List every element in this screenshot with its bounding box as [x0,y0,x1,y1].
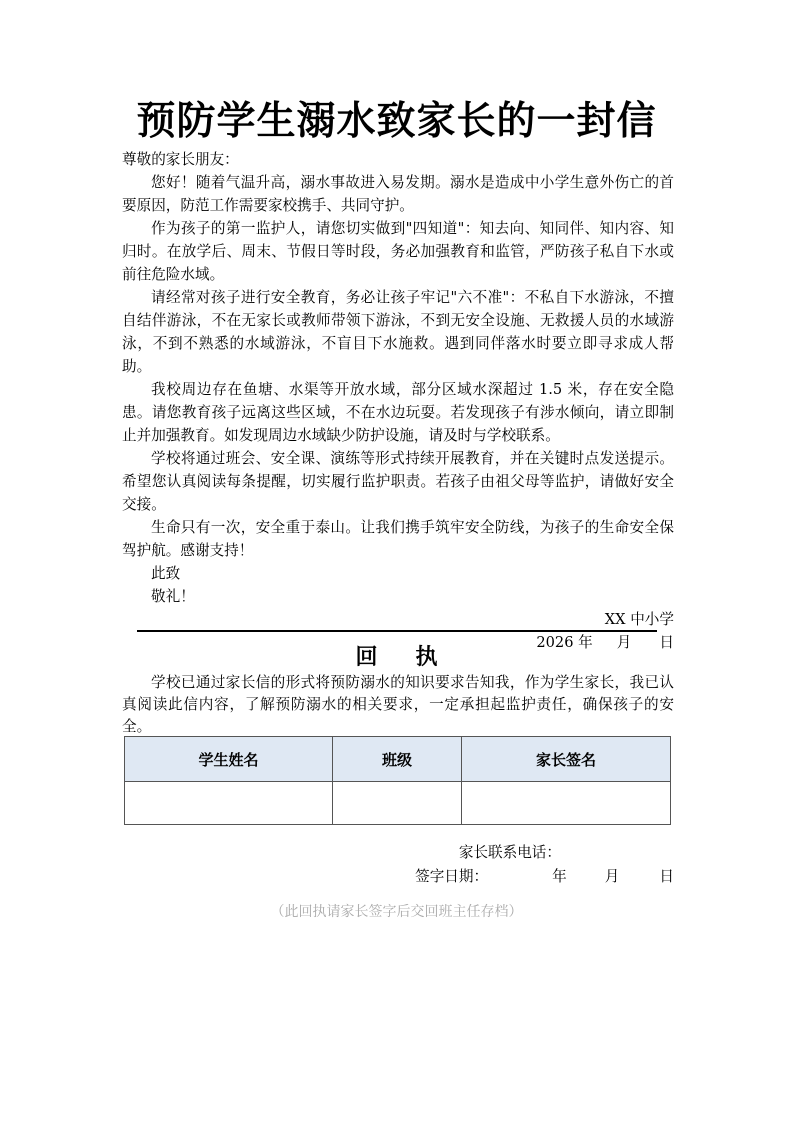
student-name-cell[interactable] [125,782,333,825]
letter-date-year: 2026 年 [536,634,593,651]
letter-paragraph: 生命只有一次，安全重于泰山。让我们携手筑牢安全防线，为孩子的生命安全保驾护航。感谢支持！ [122,519,674,559]
sign-year-label: 年 [552,868,567,885]
parent-signature-cell[interactable] [462,782,671,825]
table-row [125,782,671,825]
closing-line: 此致 [151,565,181,582]
page-title: 预防学生溺水致家长的一封信 [136,99,657,144]
letter-paragraph: 作为孩子的第一监护人，请您切实做到"四知道"：知去向、知同伴、知内容、知归时。在放学后、周末、节假日等时段，务必加强教育和监管，严防孩子私自下水或前往危险水域。 [122,220,674,283]
letter-date-day: 日 [659,634,674,651]
contact-block [0,841,674,889]
letter-paragraph: 我校周边存在鱼塘、水渠等开放水域，部分区域水深超过 1.5 米，存在安全隐患。请您教育孩子远离这些区域，不在水边玩耍。若发现孩子有涉水倾向，请立即制止并加强教育。如发现周边水域缺少防护设施，请及时与学校联系。 [122,381,674,444]
header-class: 班级 [333,737,462,782]
letter-paragraph: 请经常对孩子进行安全教育，务必让孩子牢记"六不准"：不私自下水游泳，不擅自结伴游泳，不在无家长或教师带领下游泳，不到无安全设施、无救援人员的水域游泳，不到不熟悉的水域游泳，不盲目下水施救。遇到同伴落水时要立即寻求成人帮助。 [122,289,674,375]
receipt-title: 回执 [355,645,476,670]
letter-paragraph: 您好！随着气温升高，溺水事故进入易发期。溺水是造成中小学生意外伤亡的首要原因，防范工作需要家校携手、共同守护。 [122,174,674,214]
sign-date-row [0,865,674,889]
closing-salute: 敬礼！ [151,588,195,605]
receipt-form-table [124,736,671,825]
table-header-row [125,737,671,782]
sign-date-label: 签字日期： [415,868,489,885]
cut-line-divider [137,630,657,632]
sign-month-label: 月 [604,868,620,885]
header-student-name: 学生姓名 [125,737,333,782]
receipt-text: 学校已通过家长信的形式将预防溺水的知识要求告知我，作为学生家长，我已认真阅读此信内容，了解预防溺水的相关要求，一定承担起监护责任，确保孩子的安全。 [122,674,674,735]
letter-date-month: 月 [616,634,632,651]
parent-phone-label: 家长联系电话： [458,844,561,861]
class-cell[interactable] [333,782,462,825]
letter-body [122,148,674,654]
header-parent-signature: 家长签名 [462,737,671,782]
letter-paragraph: 学校将通过班会、安全课、演练等形式持续开展教育，并在关键时点发送提示。希望您认真阅读每条提醒，切实履行监护职责。若孩子由祖父母等监护，请做好安全交接。 [122,450,674,513]
school-signature: XX 中小学 [604,611,674,628]
sign-day-label: 日 [659,868,674,885]
receipt-note: （此回执请家长签字后交回班主任存档） [270,904,523,920]
salutation: 尊敬的家长朋友： [122,151,239,168]
